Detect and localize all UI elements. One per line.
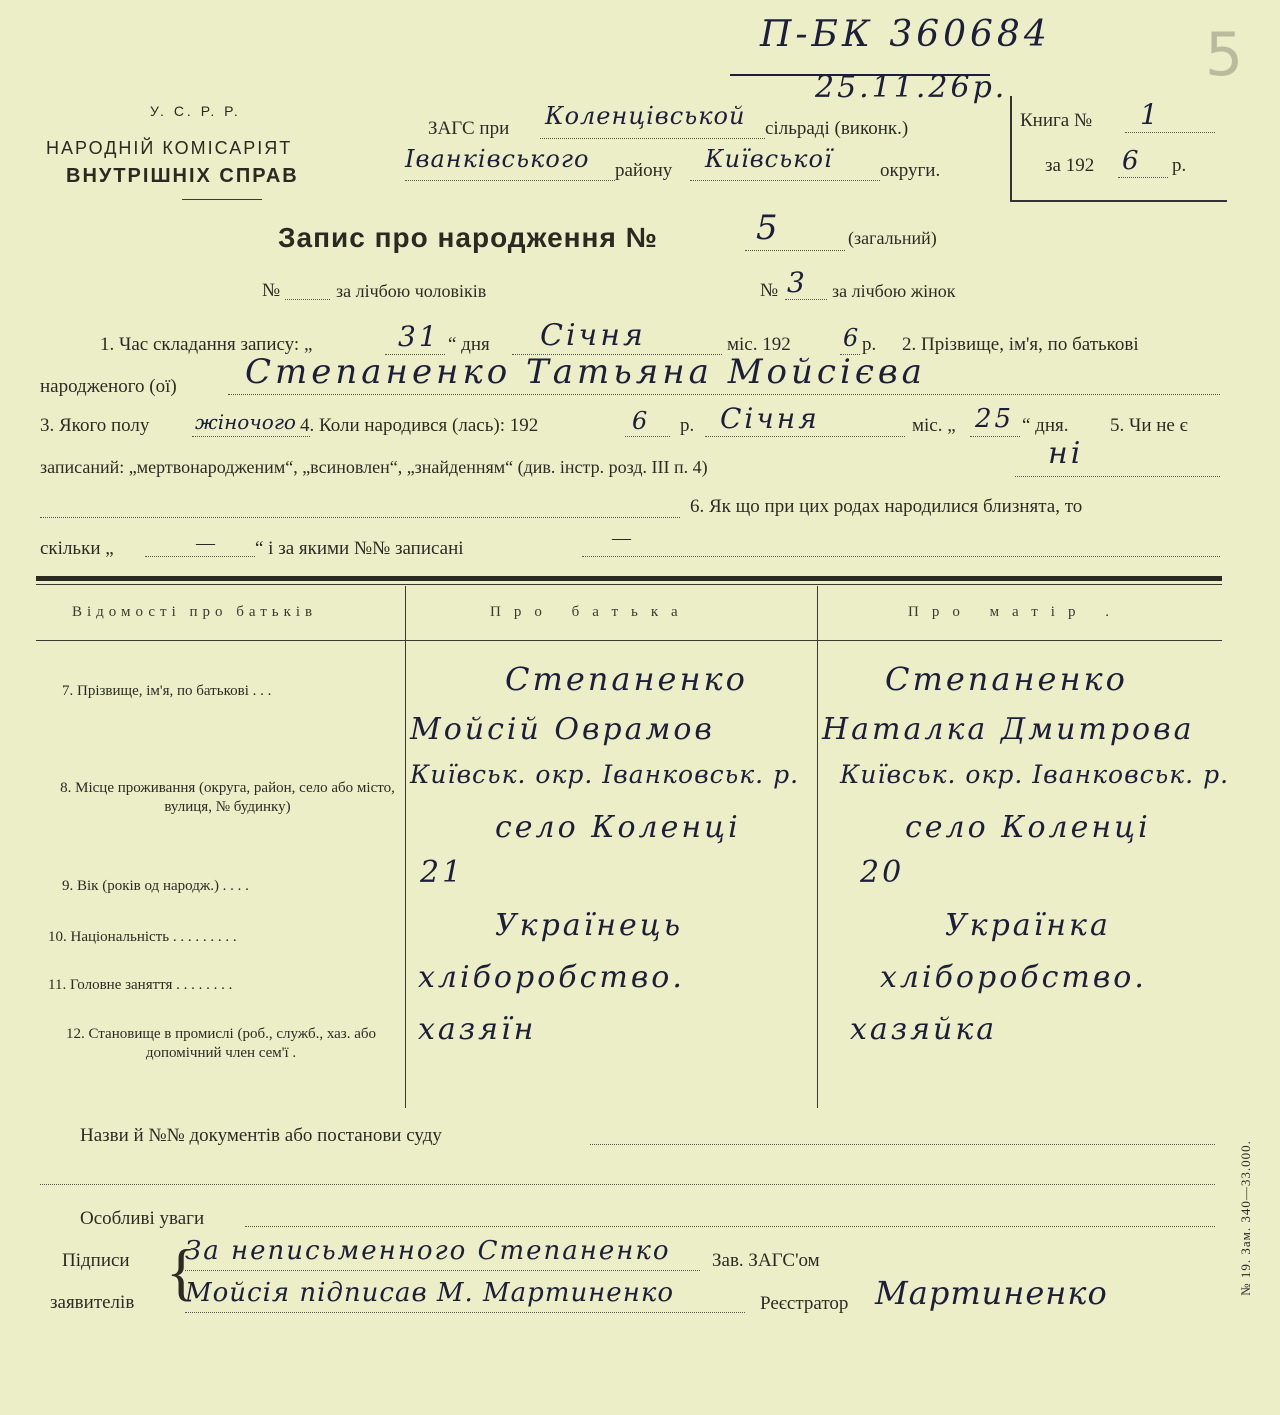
child-sex: жіночого <box>195 410 296 434</box>
table-top-rule-thin <box>36 584 1222 585</box>
book-number-underline <box>1125 132 1215 133</box>
commissariat-line2: ВНУТРІШНІХ СПРАВ <box>66 165 299 187</box>
mother-surname: Степаненко <box>885 660 1128 698</box>
q1-year-prefix: міс. 192 <box>727 334 791 355</box>
q1-day-suffix: “ дня <box>448 334 490 355</box>
q6-numbers: — <box>612 528 631 549</box>
table-header-mother: Про матір . <box>908 604 1122 620</box>
q4-day: 25 <box>975 404 1015 434</box>
q2-label: 2. Прізвище, ім'я, по батькові <box>902 334 1139 355</box>
q5-label: 5. Чи не є <box>1110 415 1188 436</box>
record-title: Запис про народження № <box>278 222 658 253</box>
book-label: Книга № <box>1020 110 1093 131</box>
father-nationality: Українець <box>495 908 684 943</box>
father-occupation: хліборобство. <box>418 960 685 995</box>
okruha-suffix: округи. <box>880 160 941 181</box>
child-name: Степаненко Татьяна Мойсієва <box>245 352 926 392</box>
q6-count: — <box>196 533 215 554</box>
header-divider <box>182 199 262 200</box>
mother-occupation: хліборобство. <box>880 960 1147 995</box>
notes-underline <box>245 1226 1215 1227</box>
q1-year-digit: 6 <box>843 324 862 352</box>
commissariat-line1: НАРОДНІЙ КОМІСАРІЯТ <box>46 138 293 158</box>
documents-underline <box>590 1144 1215 1145</box>
table-top-rule <box>36 576 1222 581</box>
q5-answer: ні <box>1048 436 1084 471</box>
q4-year-suffix: р. <box>680 415 695 436</box>
signature-line-1: За неписьменного Степаненко <box>185 1236 671 1266</box>
q4-day-suffix: “ дня. <box>1022 415 1069 436</box>
registrar-signature: Мартиненко <box>875 1274 1108 1312</box>
district-name: Іванківського <box>405 145 590 173</box>
women-underline <box>785 299 827 300</box>
father-status: хазяїн <box>418 1012 537 1047</box>
row-label-status-text: 12. Становище в промислі (роб., служб., хаз. або допомічний член сем'ї . <box>66 1026 376 1061</box>
signatures-label-2: заявителів <box>50 1292 135 1313</box>
q3-label: 3. Якого полу <box>40 415 150 436</box>
father-given-name: Мойсій Оврамов <box>410 712 715 747</box>
men-label: за лічбою чоловіків <box>336 281 487 301</box>
book-year-prefix: за 192 <box>1045 155 1095 176</box>
q2-label2: народженого (ої) <box>40 376 177 397</box>
mother-nationality: Українка <box>945 908 1111 943</box>
q1-day: 31 <box>398 320 440 353</box>
q6-label: 6. Як що при цих родах народилися близнята, то <box>690 496 1083 517</box>
record-number: 5 <box>756 208 781 248</box>
book-year-digit: 6 <box>1122 146 1142 176</box>
father-surname: Степаненко <box>505 660 748 698</box>
q5-underline-2 <box>40 517 680 518</box>
women-number: 3 <box>787 266 808 299</box>
father-age: 21 <box>420 855 465 890</box>
q5-underline <box>1015 476 1220 477</box>
signatures-brace: { <box>166 1236 197 1307</box>
child-name-underline <box>228 394 1220 395</box>
q4-month-underline <box>705 436 905 437</box>
row-label-age: 9. Вік (років од народж.) . . . . <box>62 878 249 894</box>
signature-underline-2 <box>185 1312 745 1313</box>
row-label-status <box>46 1025 396 1063</box>
men-prefix: № <box>262 280 281 301</box>
village-suffix: сільраді (виконк.) <box>765 118 909 139</box>
q4-day-underline <box>970 436 1020 437</box>
village-underline <box>540 138 765 139</box>
q1-month: Січня <box>540 318 646 353</box>
notes-label: Особливі уваги <box>80 1208 205 1229</box>
row-label-nationality: 10. Національність . . . . . . . . . <box>48 929 237 945</box>
men-underline <box>285 299 330 300</box>
q6-label2b: “ і за якими №№ записані <box>255 538 464 559</box>
okruha-underline <box>690 180 880 181</box>
father-residence-1: Київськ. окр. Іванковськ. р. <box>410 760 800 789</box>
table-header-parents: Відомості про батьків <box>72 604 318 620</box>
book-number: 1 <box>1140 98 1161 131</box>
table-col-divider-1 <box>405 586 406 1108</box>
father-residence-2: село Коленці <box>495 810 741 845</box>
mother-age: 20 <box>860 855 905 890</box>
record-number-underline <box>745 250 845 251</box>
q6-count-underline <box>145 556 255 557</box>
q6-numbers-underline <box>582 556 1220 557</box>
q1-label: 1. Час складання запису: „ <box>100 334 313 355</box>
signature-line-2: Мойсія підписав М. Мартиненко <box>185 1278 675 1308</box>
q5-label2: записаний: „мертвонародженим“, „всиновлен“, „знайденням“ (див. інстр. розд. III п. 4) <box>40 457 708 477</box>
table-col-divider-2 <box>817 586 818 1108</box>
q4-year-underline <box>625 436 670 437</box>
registrar-label: Реєстратор <box>760 1293 849 1314</box>
record-title-note: (загальний) <box>848 228 937 248</box>
book-year-underline <box>1118 177 1168 178</box>
signatures-label-1: Підписи <box>62 1250 130 1271</box>
signature-underline-1 <box>185 1270 700 1271</box>
documents-label: Назви й №№ документів або постанови суду <box>80 1125 442 1146</box>
q1-year-suffix: р. <box>862 334 877 355</box>
archive-code: П-БК 360684 <box>760 14 1051 55</box>
row-label-occupation: 11. Головне заняття . . . . . . . . <box>48 977 233 993</box>
q6-label2a: скільки „ <box>40 538 114 559</box>
corner-mark: 5 <box>1205 20 1244 90</box>
mother-given-name: Наталка Дмитрова <box>822 712 1195 747</box>
okruha-name: Київської <box>705 145 833 173</box>
q3-underline <box>192 436 310 437</box>
book-year-suffix: р. <box>1172 155 1187 176</box>
row-label-name: 7. Прізвище, ім'я, по батькові . . . <box>62 683 272 699</box>
head-label: Зав. ЗАГС'ом <box>712 1250 820 1271</box>
mother-residence-1: Київськ. окр. Іванковськ. р. <box>840 760 1230 789</box>
q4-label: 4. Коли народився (лась): 192 <box>300 415 539 436</box>
mother-residence-2: село Коленці <box>905 810 1151 845</box>
mother-status: хазяйка <box>850 1012 998 1047</box>
q4-year-digit: 6 <box>632 407 651 435</box>
row-label-residence <box>60 779 395 817</box>
print-code: № 19. Зам. 340—33.000. <box>1237 1140 1253 1296</box>
zags-label: ЗАГС при <box>428 118 510 139</box>
women-prefix: № <box>760 280 779 301</box>
q4-month: Січня <box>720 402 820 435</box>
women-label: за лічбою жінок <box>832 281 956 301</box>
village-name: Коленцівськой <box>545 102 746 130</box>
district-suffix: району <box>615 160 673 181</box>
archive-date: 25.11.26р. <box>815 70 1008 105</box>
district-underline <box>405 180 615 181</box>
documents-underline-2 <box>40 1184 1215 1185</box>
row-label-residence-text: 8. Місце проживання (округа, район, село або місто, вулиця, № будинку) <box>60 780 395 815</box>
table-header-rule <box>36 640 1222 641</box>
q4-month-suffix: міс. „ <box>912 415 956 436</box>
table-header-father: Про батька <box>490 604 691 620</box>
republic-label: У. С. Р. Р. <box>150 103 241 119</box>
